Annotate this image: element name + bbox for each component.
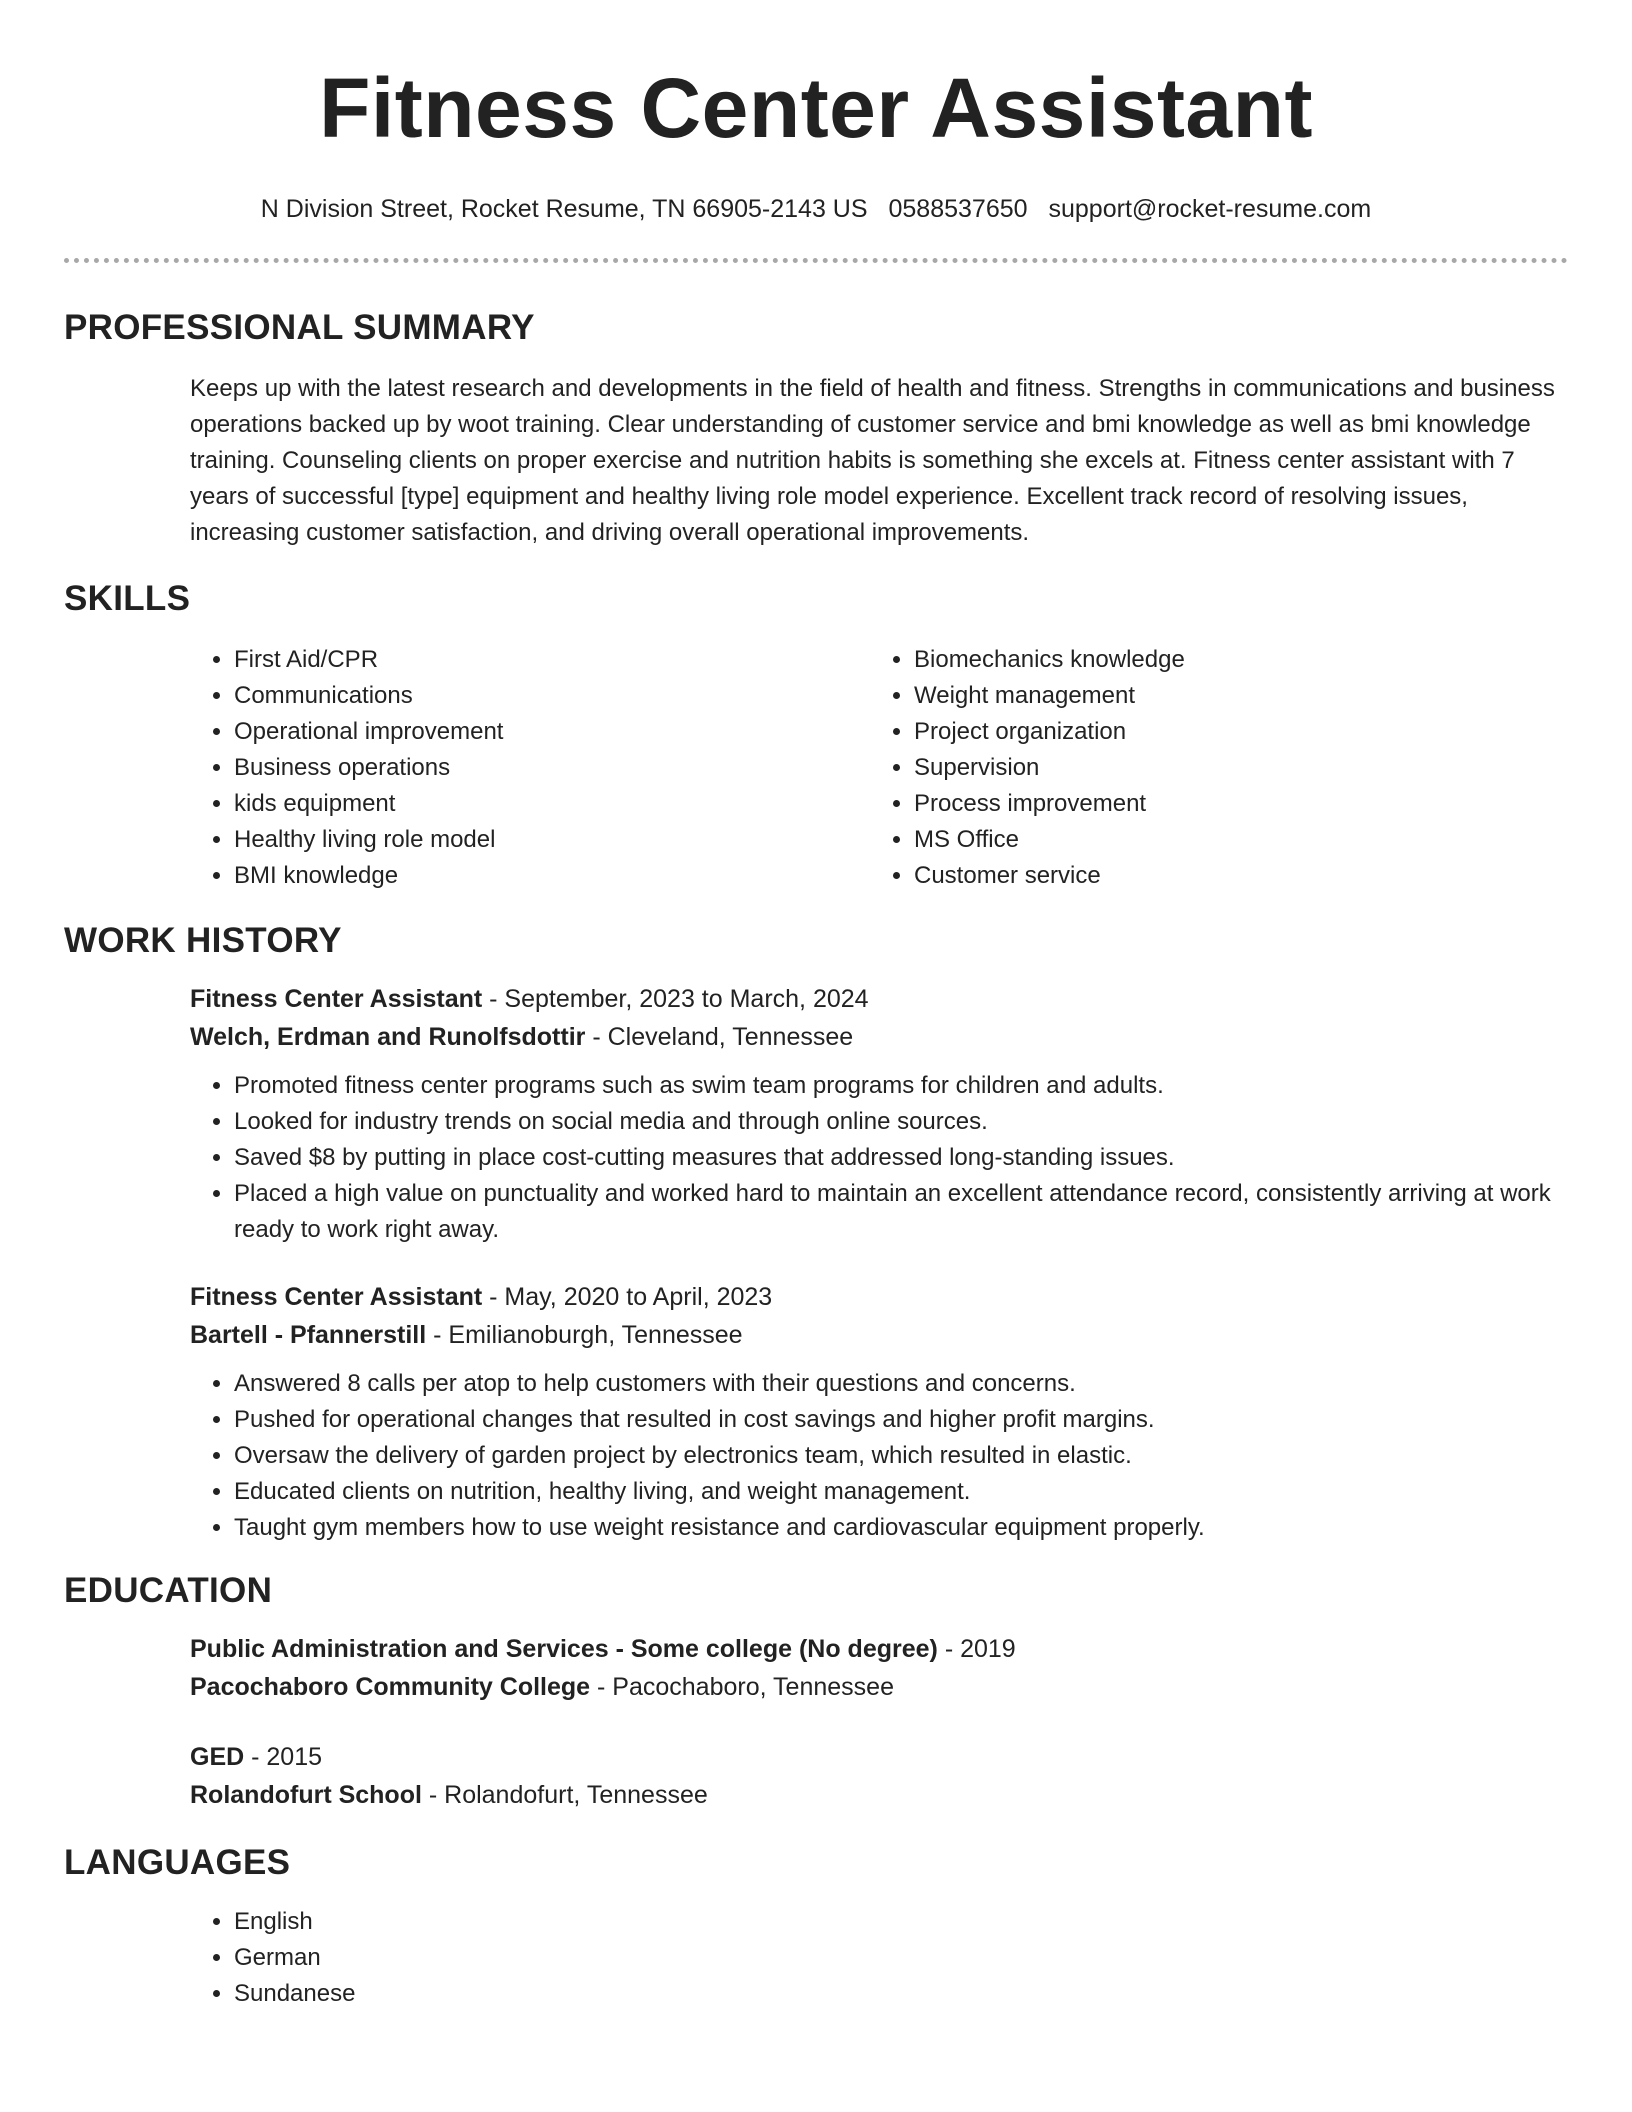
list-item: • Healthy living role model bbox=[234, 822, 870, 858]
list-item: • Biomechanics knowledge bbox=[914, 642, 1550, 678]
list-item: • Customer service bbox=[914, 858, 1550, 894]
job-location: - Cleveland, Tennessee bbox=[585, 1023, 854, 1051]
list-item: • BMI knowledge bbox=[234, 858, 870, 894]
education-degree-line bbox=[190, 1738, 1568, 1776]
work-section bbox=[64, 920, 1568, 1546]
job-company: Welch, Erdman and Runolfsdottir bbox=[190, 1023, 586, 1051]
summary-text: Keeps up with the latest research and developments in the field of health and fitness. Strengths in communications and business operations backed up by woot training. Clear understanding of customer service and bmi knowledge as well as bmi knowledge training. Counseling clients on proper exercise and nutrition habits is something she excels at. Fitness center assistant with 7 years of successful [type] equipment and healthy living role model experience. Excellent track record of resolving issues, increasing customer satisfaction, and driving overall operational improvements. bbox=[190, 375, 1555, 546]
skills-section bbox=[64, 578, 1568, 894]
list-item: • Pushed for operational changes that resulted in cost savings and higher profit margins. bbox=[234, 1402, 1568, 1438]
education-degree: GED bbox=[190, 1743, 245, 1771]
education-year: - 2015 bbox=[244, 1743, 323, 1771]
education-degree: Public Administration and Services - Some college (No degree) bbox=[190, 1635, 938, 1663]
list-item: • Taught gym members how to use weight resistance and cardiovascular equipment properly. bbox=[234, 1510, 1568, 1546]
list-item: • Answered 8 calls per atop to help customers with their questions and concerns. bbox=[234, 1366, 1568, 1402]
skills-title: SKILLS bbox=[64, 579, 191, 618]
languages-list bbox=[64, 1904, 1568, 2012]
job-role-line bbox=[190, 980, 1568, 1018]
job-role-line bbox=[190, 1278, 1568, 1316]
education-year: - 2019 bbox=[937, 1635, 1016, 1663]
summary-section bbox=[64, 307, 1568, 551]
contact-email: support@rocket-resume.com bbox=[1048, 195, 1372, 223]
contact-address: N Division Street, Rocket Resume, TN 66905-2143 US bbox=[260, 195, 868, 223]
education-degree-line bbox=[190, 1630, 1568, 1668]
education-school-line bbox=[190, 1776, 1568, 1814]
job-entry bbox=[64, 980, 1568, 1248]
education-school-line bbox=[190, 1668, 1568, 1706]
education-school: Rolandofurt School bbox=[190, 1781, 422, 1809]
list-item: • Oversaw the delivery of garden project by electronics team, which resulted in elastic. bbox=[234, 1438, 1568, 1474]
summary-title: PROFESSIONAL SUMMARY bbox=[64, 308, 535, 347]
list-item: • Sundanese bbox=[234, 1976, 1568, 2012]
list-item: • German bbox=[234, 1940, 1568, 1976]
list-item: • Placed a high value on punctuality and worked hard to maintain an excellent attendance record, consistently arriving at work ready to work right away. bbox=[234, 1176, 1568, 1248]
education-location: - Rolandofurt, Tennessee bbox=[421, 1781, 708, 1809]
skills-left-list bbox=[190, 642, 870, 894]
education-entry bbox=[64, 1738, 1568, 1814]
list-item: • MS Office bbox=[914, 822, 1550, 858]
candidate-name: Fitness Center Assistant bbox=[319, 61, 1313, 155]
contact-phone: 0588537650 bbox=[888, 195, 1028, 223]
list-item: • Saved $8 by putting in place cost-cutting measures that addressed long-standing issues. bbox=[234, 1140, 1568, 1176]
list-item: • English bbox=[234, 1904, 1568, 1940]
education-entry bbox=[64, 1630, 1568, 1706]
job-company-line bbox=[190, 1018, 1568, 1056]
contact-line bbox=[64, 194, 1568, 224]
skills-columns bbox=[64, 642, 1568, 894]
list-item: • Project organization bbox=[914, 714, 1550, 750]
work-title: WORK HISTORY bbox=[64, 921, 342, 960]
header-divider bbox=[64, 258, 1568, 263]
job-bullets bbox=[64, 1366, 1568, 1546]
education-section bbox=[64, 1570, 1568, 1814]
job-role: Fitness Center Assistant bbox=[190, 1283, 483, 1311]
list-item: • Business operations bbox=[234, 750, 870, 786]
list-item: • Operational improvement bbox=[234, 714, 870, 750]
list-item: • Looked for industry trends on social media and through online sources. bbox=[234, 1104, 1568, 1140]
list-item: • Communications bbox=[234, 678, 870, 714]
education-location: - Pacochaboro, Tennessee bbox=[590, 1673, 894, 1701]
job-location: - Emilianoburgh, Tennessee bbox=[426, 1321, 743, 1349]
job-bullets bbox=[64, 1068, 1568, 1248]
languages-section bbox=[64, 1842, 1568, 2012]
job-company-line bbox=[190, 1316, 1568, 1354]
job-dates: - September, 2023 to March, 2024 bbox=[482, 985, 869, 1013]
job-company: Bartell - Pfannerstill bbox=[190, 1321, 427, 1349]
education-school: Pacochaboro Community College bbox=[190, 1673, 591, 1701]
list-item: • Weight management bbox=[914, 678, 1550, 714]
job-dates: - May, 2020 to April, 2023 bbox=[482, 1283, 773, 1311]
job-entry bbox=[64, 1278, 1568, 1546]
list-item: • Educated clients on nutrition, healthy living, and weight management. bbox=[234, 1474, 1568, 1510]
list-item: • Process improvement bbox=[914, 786, 1550, 822]
list-item: • First Aid/CPR bbox=[234, 642, 870, 678]
list-item: • Promoted fitness center programs such as swim team programs for children and adults. bbox=[234, 1068, 1568, 1104]
education-title: EDUCATION bbox=[64, 1571, 273, 1610]
skills-right-list bbox=[870, 642, 1550, 894]
languages-title: LANGUAGES bbox=[64, 1843, 291, 1882]
list-item: • Supervision bbox=[914, 750, 1550, 786]
job-role: Fitness Center Assistant bbox=[190, 985, 483, 1013]
list-item: • kids equipment bbox=[234, 786, 870, 822]
